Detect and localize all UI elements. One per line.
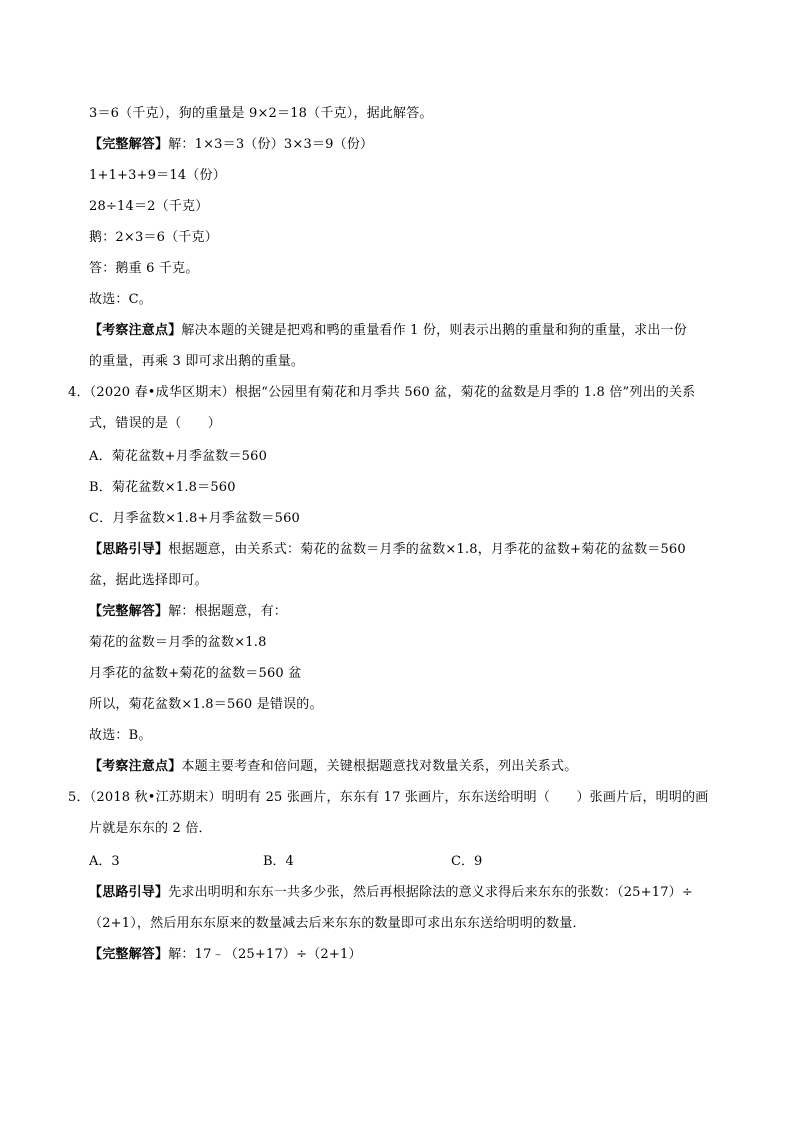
q4-option-b: B．菊花盆数×1.8＝560 [89,480,236,495]
q3-step-3: 28÷14＝2（千克） [89,199,209,214]
q5-option-b: B．4 [263,854,294,869]
q3-note-line-2: 的重量，再乘 3 即可求出鹅的重量。 [89,354,305,369]
q4-option-c: C．月季盆数×1.8+月季盆数＝560 [89,511,301,526]
q5-option-a: A．3 [89,854,120,869]
answer-tag: 【完整解答】 [89,604,169,619]
answer-text: 解：17﹣（25+17）÷（2+1） [168,947,362,962]
hint-text: 先求出明明和东东一共多少张，然后再根据除法的意义求得后来东东的张数：（25+17）÷ [168,885,693,900]
note-text: 本题主要考查和倍问题，关键根据题意找对数量关系，列出关系式。 [181,759,578,774]
q4-stem-line-1: 4．（2020 春•成华区期末）根据“公园里有菊花和月季共 560 盆，菊花的盆数是月季的 1.8 倍”列出的关系 [68,385,696,400]
q3-solution-line: 3＝6（千克），狗的重量是 9×2＝18（千克），据此解答。 [89,106,433,121]
q3-choice: 故选：C。 [89,292,152,307]
q4-note-line [89,759,577,775]
q3-answer-line [89,137,373,153]
hint-tag: 【思路引导】 [89,542,169,557]
q4-option-a: A．菊花盆数+月季盆数＝560 [89,449,268,464]
answer-text: 解：根据题意，有： [168,604,288,619]
hint-tag: 【思路引导】 [89,885,169,900]
note-tag: 【考察注意点】 [89,323,182,338]
note-text: 解决本题的关键是把鸡和鸭的重量看作 1 份，则表示出鹅的重量和狗的重量，求出一份 [181,323,687,338]
q5-hint-line-2: （2+1），然后用东东原来的数量减去后来东东的数量即可求出东东送给明明的数量． [89,916,586,931]
q5-answer-line [89,947,362,963]
q4-step-2: 月季花的盆数+菊花的盆数＝560 盆 [89,666,302,681]
q4-step-3: 所以，菊花盆数×1.8＝560 是错误的。 [89,697,323,712]
q3-step-4: 鹅：2×3＝6（千克） [89,230,218,245]
answer-text: 解：1×3＝3（份）3×3＝9（份） [168,137,374,152]
q5-option-c: C．9 [451,854,483,869]
q3-note-line [89,323,687,339]
q5-stem-line-2: 片就是东东的 2 倍． [89,821,212,836]
q3-reply: 答：鹅重 6 千克。 [89,261,199,276]
note-tag: 【考察注意点】 [89,759,182,774]
q3-step-2: 1+1+3+9＝14（份） [89,168,226,183]
q4-hint-line [89,542,686,558]
q4-stem-line-2: 式，错误的是（ ） [89,416,222,431]
answer-tag: 【完整解答】 [89,947,169,962]
q4-answer-line [89,604,287,620]
q4-choice: 故选：B。 [89,728,152,743]
q5-stem-line-1: 5．（2018 秋•江苏期末）明明有 25 张画片，东东有 17 张画片，东东送给明明（ ）张画片后，明明的画 [68,790,709,805]
q4-step-1: 菊花的盆数＝月季的盆数×1.8 [89,635,267,650]
q4-hint-line-2: 盆，据此选择即可。 [89,573,208,588]
q5-hint-line [89,885,693,901]
answer-tag: 【完整解答】 [89,137,169,152]
hint-text: 根据题意，由关系式：菊花的盆数＝月季的盆数×1.8，月季花的盆数+菊花的盆数＝560 [168,542,686,557]
